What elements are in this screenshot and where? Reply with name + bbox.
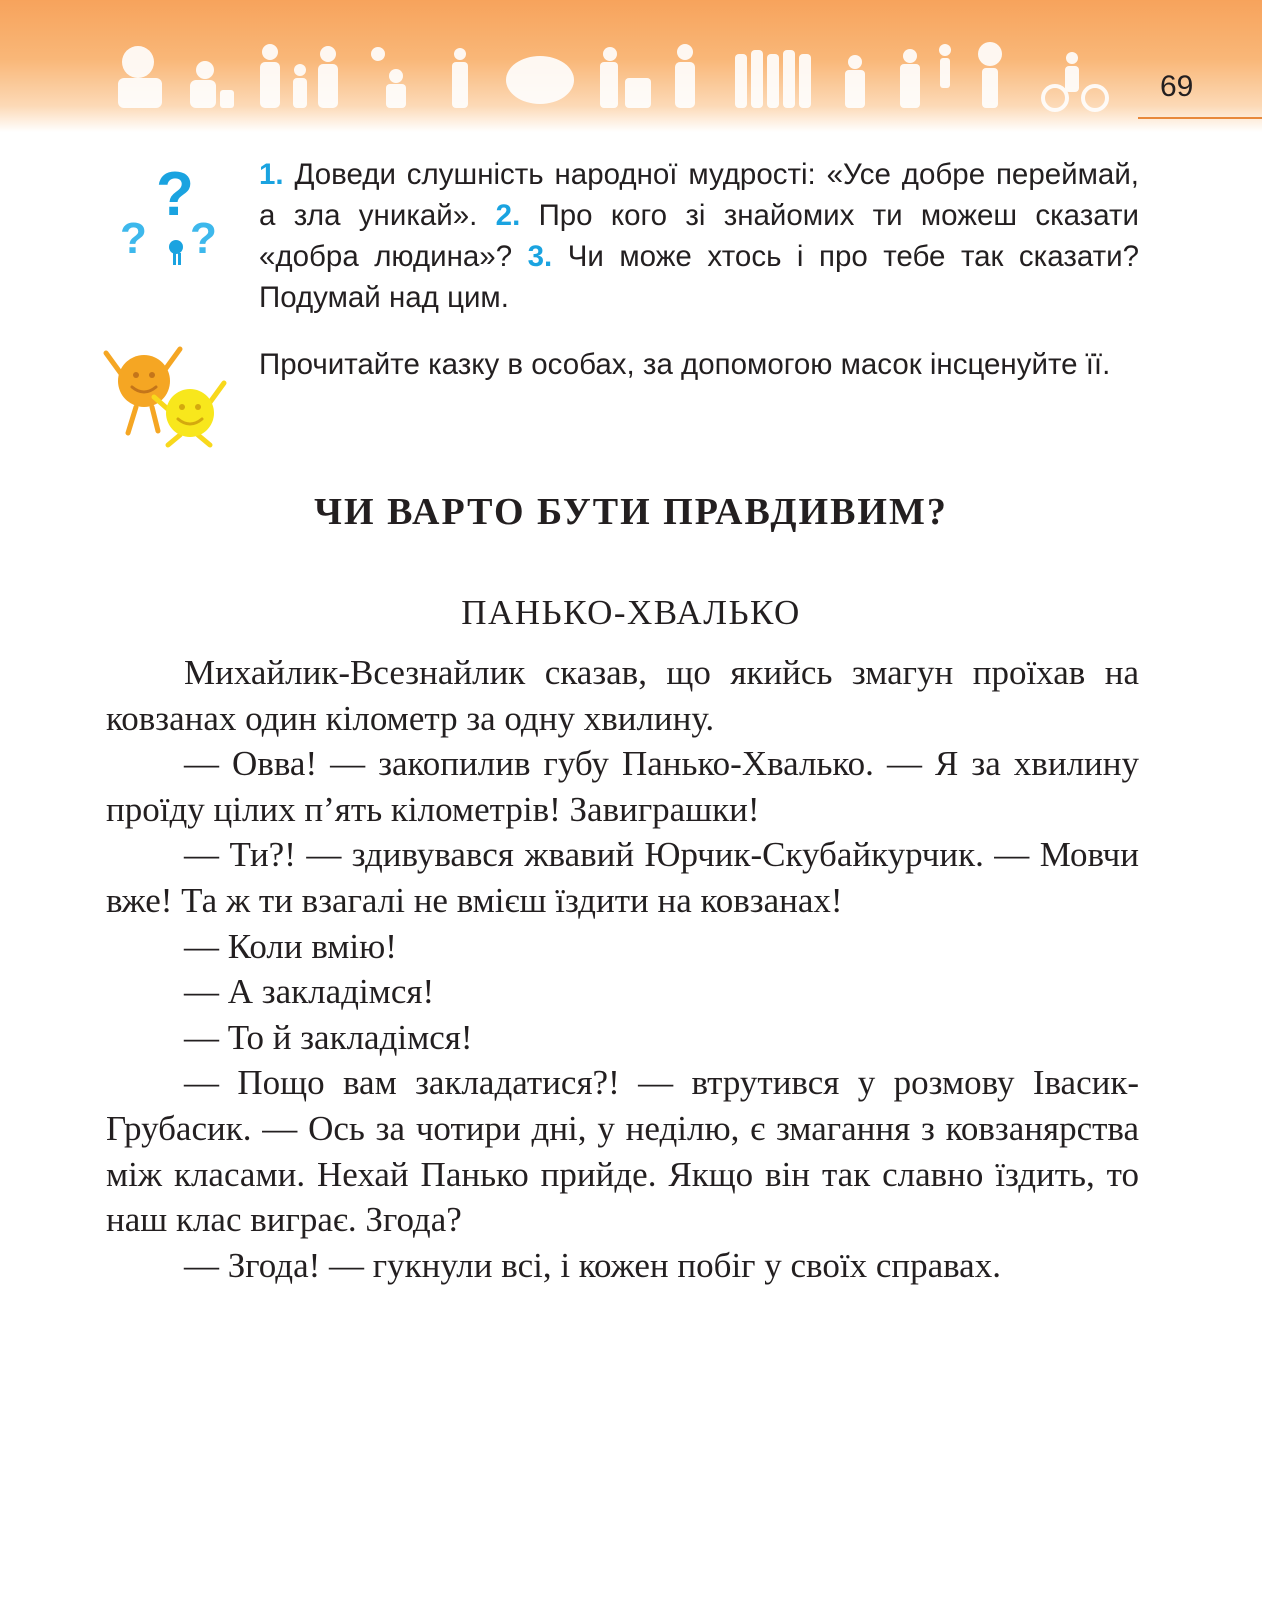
question-number-3: 3. bbox=[527, 240, 553, 273]
story-paragraph: — Згода! — гукнули всі, і кожен побіг у своїх справах. bbox=[184, 1245, 1001, 1285]
pair-work-smileys-icon bbox=[102, 335, 232, 450]
section-title: ЧИ ВАРТО БУТИ ПРАВДИВИМ? bbox=[314, 491, 948, 533]
question-text-3: Чи може хтось і про тебе так сказати? Подумай над цим. bbox=[259, 240, 1139, 314]
questions-task bbox=[259, 154, 1139, 318]
page-header bbox=[0, 0, 1262, 132]
page-number-rule bbox=[1138, 117, 1262, 119]
page-number: 69 bbox=[1160, 70, 1194, 103]
story-paragraph: — Овва! — закопилив губу Панько-Хвалько. — Я за хвилину проїду цілих п’ять кілометрів! Завиграшки! bbox=[106, 744, 1139, 829]
svg-text:?: ? bbox=[190, 214, 217, 263]
story-paragraph: — То й закладімся! bbox=[184, 1017, 473, 1057]
question-number-2: 2. bbox=[495, 199, 521, 232]
story-paragraph: Михайлик-Всезнайлик сказав, що якийсь змагун проїхав на ковзанах один кілометр за одну хвилину. bbox=[106, 653, 1139, 738]
story-paragraph: — Ти?! — здивувався жвавий Юрчик-Скубайкурчик. — Мовчи вже! Та ж ти взагалі не вмієш їздити на ковзанах! bbox=[106, 835, 1139, 920]
question-text-1: Доведи слушність народної мудрості: «Усе добре переймай, а зла уникай». bbox=[259, 158, 1139, 232]
svg-text:?: ? bbox=[156, 160, 194, 229]
question-number-1: 1. bbox=[259, 158, 284, 191]
people-silhouettes-strip bbox=[110, 40, 1120, 120]
story-title: ПАНЬКО-ХВАЛЬКО bbox=[461, 593, 801, 632]
question-marks-icon bbox=[118, 155, 228, 270]
story-paragraph: — А закладімся! bbox=[184, 972, 435, 1012]
globe-icon bbox=[122, 46, 154, 78]
story-body bbox=[106, 650, 1139, 1288]
story-paragraph: — Коли вмію! bbox=[184, 926, 397, 966]
question-text-2: Про кого зі знайомих ти можеш сказати «добра людина»? bbox=[259, 199, 1140, 273]
story-paragraph: — Пощо вам закладатися?! — втрутився у розмову Івасик-Грубасик. — Ось за чотири дні, у неділю, є змагання з ковзанярства між класами. Нехай Панько прийде. Якщо він так славно їздить, то наш клас виграє. Згода? bbox=[106, 1063, 1139, 1240]
pair-work-task: Прочитайте казку в особах, за допомогою масок інсценуйте її. bbox=[259, 348, 1111, 381]
svg-text:?: ? bbox=[120, 214, 147, 263]
